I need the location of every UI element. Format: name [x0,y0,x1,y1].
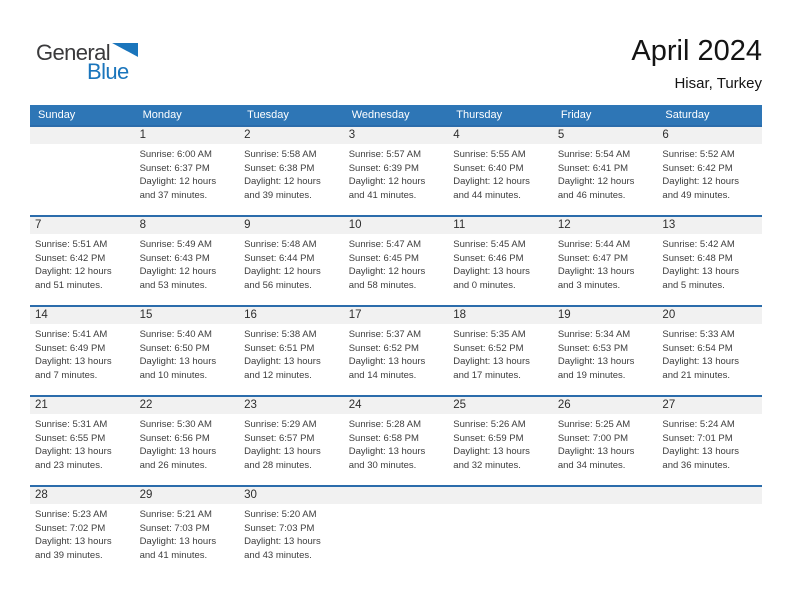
day-cell [239,487,344,612]
day-details: Sunrise: 5:37 AM Sunset: 6:52 PM Daylight: 13 hours and 14 minutes. [348,329,426,381]
day-details: Sunrise: 5:33 AM Sunset: 6:54 PM Daylight: 13 hours and 21 minutes. [662,329,739,381]
weekday-header-monday: Monday [142,109,182,121]
weekday-header-wednesday: Wednesday [351,109,410,121]
day-cell [448,127,553,215]
day-number: 29 [135,487,240,504]
day-details: Sunrise: 5:49 AM Sunset: 6:43 PM Daylight: 12 hours and 53 minutes. [139,239,217,291]
day-cell [30,487,135,612]
weekday-header-row [30,105,762,125]
day-number: 23 [239,397,344,414]
day-details: Sunrise: 5:42 AM Sunset: 6:48 PM Daylight: 13 hours and 5 minutes. [662,239,739,291]
calendar-grid-body [30,125,762,612]
day-cell [553,127,658,215]
day-cell [239,397,344,485]
day-number: 14 [30,307,135,324]
day-cell [344,397,449,485]
day-cell [448,397,553,485]
day-number: 2 [239,127,344,144]
empty-day-cell [657,487,762,612]
general-blue-logo [36,42,138,83]
day-details: Sunrise: 5:21 AM Sunset: 7:03 PM Daylight: 13 hours and 41 minutes. [139,509,217,561]
empty-day-cell [553,487,658,612]
day-cell [135,307,240,395]
day-cell [657,127,762,215]
day-cell [135,127,240,215]
day-cell [239,127,344,215]
weekday-header-thursday: Thursday [456,109,503,121]
day-cell [344,307,449,395]
day-number: 11 [448,217,553,234]
day-number [448,487,553,504]
day-cell [448,217,553,305]
week-row [30,395,762,485]
week-row [30,215,762,305]
day-cell [553,397,658,485]
day-cell [657,307,762,395]
calendar-grid [30,105,762,612]
empty-day-cell [448,487,553,612]
day-cell [30,217,135,305]
day-number [344,487,449,504]
empty-day-cell [30,127,135,215]
day-details: Sunrise: 5:23 AM Sunset: 7:02 PM Daylight: 13 hours and 39 minutes. [35,509,112,561]
title-block [631,36,762,92]
day-number: 15 [135,307,240,324]
day-details: Sunrise: 5:54 AM Sunset: 6:41 PM Daylight: 12 hours and 46 minutes. [557,149,635,201]
logo-triangle-icon [112,43,138,57]
day-number [553,487,658,504]
day-details: Sunrise: 5:35 AM Sunset: 6:52 PM Daylight: 13 hours and 17 minutes. [453,329,530,381]
day-number: 26 [553,397,658,414]
day-details: Sunrise: 5:57 AM Sunset: 6:39 PM Daylight: 12 hours and 41 minutes. [348,149,426,201]
weekday-header-tuesday: Tuesday [247,109,289,121]
day-number: 9 [239,217,344,234]
day-cell [657,397,762,485]
day-number: 19 [553,307,658,324]
weekday-header-saturday: Saturday [665,109,710,121]
day-cell [30,397,135,485]
day-details: Sunrise: 5:47 AM Sunset: 6:45 PM Daylight: 12 hours and 58 minutes. [348,239,426,291]
day-cell [553,307,658,395]
day-cell [30,307,135,395]
logo-text-blue: Blue [87,59,129,84]
day-number: 13 [657,217,762,234]
logo-text-general: General [36,40,111,65]
day-number: 4 [448,127,553,144]
week-row [30,125,762,215]
day-cell [344,127,449,215]
day-cell [135,217,240,305]
day-details: Sunrise: 5:30 AM Sunset: 6:56 PM Daylight: 13 hours and 26 minutes. [139,419,217,471]
day-cell [344,217,449,305]
day-number: 22 [135,397,240,414]
day-details: Sunrise: 5:24 AM Sunset: 7:01 PM Daylight: 13 hours and 36 minutes. [662,419,739,471]
day-details: Sunrise: 5:26 AM Sunset: 6:59 PM Daylight: 13 hours and 32 minutes. [453,419,530,471]
day-number: 1 [135,127,240,144]
day-number: 7 [30,217,135,234]
day-number: 3 [344,127,449,144]
location-subtitle: Hisar, Turkey [674,75,762,93]
day-number: 10 [344,217,449,234]
day-details: Sunrise: 5:48 AM Sunset: 6:44 PM Daylight: 12 hours and 56 minutes. [244,239,321,291]
day-details: Sunrise: 5:41 AM Sunset: 6:49 PM Daylight: 13 hours and 7 minutes. [35,329,112,381]
day-details: Sunrise: 5:38 AM Sunset: 6:51 PM Daylight: 13 hours and 12 minutes. [244,329,321,381]
day-details: Sunrise: 5:58 AM Sunset: 6:38 PM Daylight: 12 hours and 39 minutes. [244,149,321,201]
day-cell [239,217,344,305]
day-number: 8 [135,217,240,234]
day-number: 21 [30,397,135,414]
day-number: 24 [344,397,449,414]
day-details: Sunrise: 6:00 AM Sunset: 6:37 PM Daylight: 12 hours and 37 minutes. [139,149,217,201]
weekday-header-sunday: Sunday [38,109,76,121]
day-number [657,487,762,504]
day-details: Sunrise: 5:29 AM Sunset: 6:57 PM Daylight: 13 hours and 28 minutes. [244,419,321,471]
day-cell [448,307,553,395]
day-details: Sunrise: 5:55 AM Sunset: 6:40 PM Daylight: 12 hours and 44 minutes. [453,149,530,201]
day-number: 5 [553,127,658,144]
day-number [30,127,135,144]
day-number: 25 [448,397,553,414]
weekday-header-friday: Friday [560,109,592,121]
day-details: Sunrise: 5:31 AM Sunset: 6:55 PM Daylight: 13 hours and 23 minutes. [35,419,112,471]
day-details: Sunrise: 5:52 AM Sunset: 6:42 PM Daylight: 12 hours and 49 minutes. [662,149,739,201]
day-number: 16 [239,307,344,324]
day-details: Sunrise: 5:20 AM Sunset: 7:03 PM Daylight: 13 hours and 43 minutes. [244,509,321,561]
day-cell [657,217,762,305]
day-number: 17 [344,307,449,324]
day-number: 20 [657,307,762,324]
day-details: Sunrise: 5:25 AM Sunset: 7:00 PM Daylight: 13 hours and 34 minutes. [557,419,635,471]
day-details: Sunrise: 5:45 AM Sunset: 6:46 PM Daylight: 13 hours and 0 minutes. [453,239,530,291]
day-number: 27 [657,397,762,414]
day-cell [135,487,240,612]
week-row [30,485,762,612]
day-number: 18 [448,307,553,324]
day-cell [135,397,240,485]
day-cell [239,307,344,395]
week-row [30,305,762,395]
empty-day-cell [344,487,449,612]
day-details: Sunrise: 5:40 AM Sunset: 6:50 PM Daylight: 13 hours and 10 minutes. [139,329,217,381]
day-details: Sunrise: 5:51 AM Sunset: 6:42 PM Daylight: 12 hours and 51 minutes. [35,239,112,291]
day-details: Sunrise: 5:34 AM Sunset: 6:53 PM Daylight: 13 hours and 19 minutes. [557,329,635,381]
day-number: 30 [239,487,344,504]
day-cell [553,217,658,305]
day-number: 6 [657,127,762,144]
day-details: Sunrise: 5:28 AM Sunset: 6:58 PM Daylight: 13 hours and 30 minutes. [348,419,426,471]
day-number: 12 [553,217,658,234]
day-details: Sunrise: 5:44 AM Sunset: 6:47 PM Daylight: 13 hours and 3 minutes. [557,239,635,291]
day-number: 28 [30,487,135,504]
page-title: April 2024 [631,35,762,67]
